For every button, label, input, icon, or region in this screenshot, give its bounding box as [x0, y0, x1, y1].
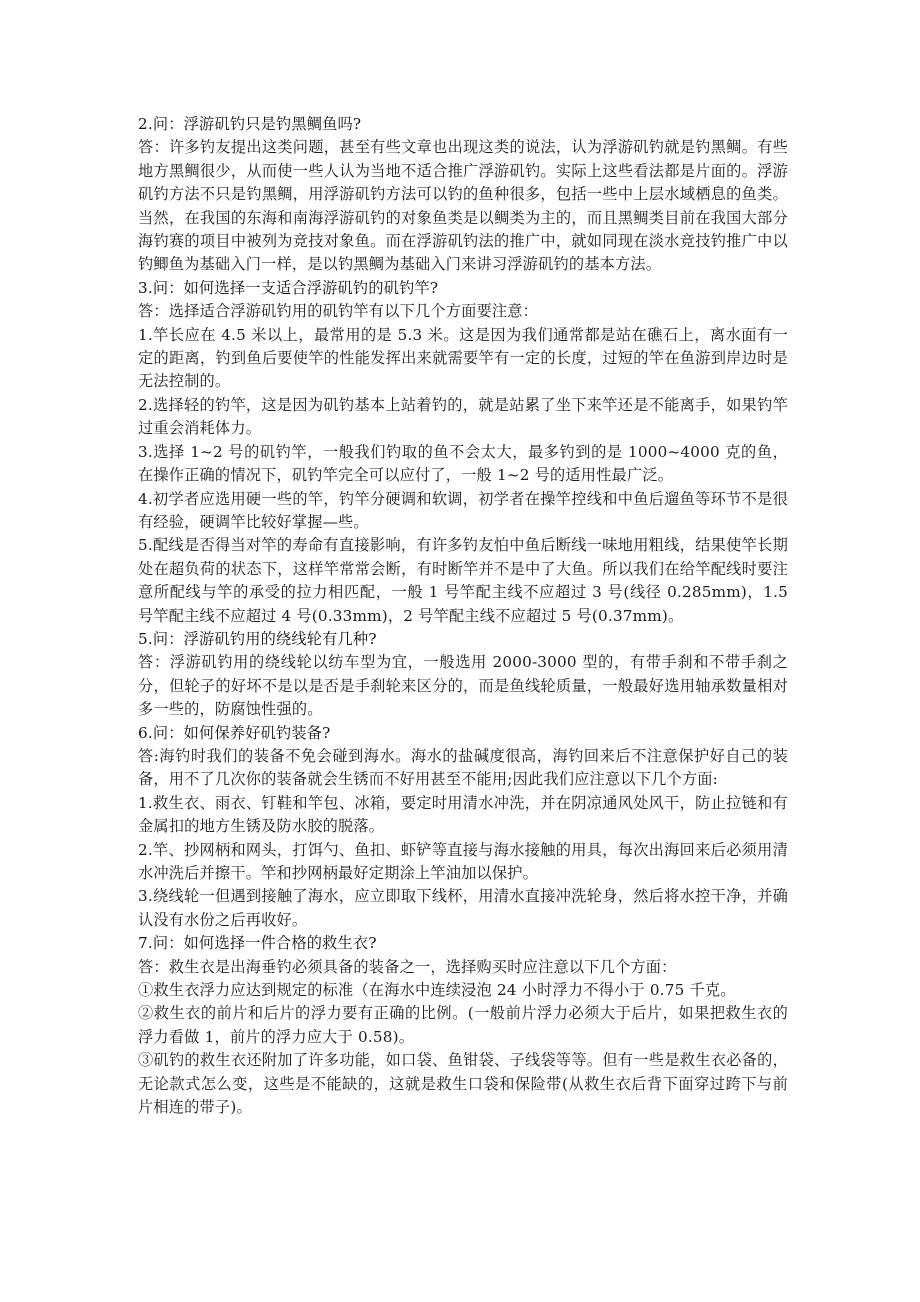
answer-7-point-3: ③矶钓的救生衣还附加了许多功能，如口袋、鱼钳袋、子线袋等等。但有一些是救生衣必备的，无论款式怎么变，这些是不能缺的，这就是救生口袋和保险带(从救生衣后背下面穿过跨下与前片相连的带子)。: [138, 1051, 788, 1117]
question-5: 5.问：浮游矶钓用的绕线轮有几种?: [138, 629, 377, 648]
document-body: [138, 113, 788, 1119]
answer-2: 答：许多钓友提出这类问题，甚至有些文章也出现这类的说法，认为浮游矶钓就是钓黑鲷。有些地方黑鲷很少，从而使一些人认为当地不适合推广浮游矶钓。实际上这些看法都是片面的。浮游矶钓方法不只是钓黑鲷，用浮游矶钓方法可以钓的鱼种很多，包括一些中上层水域栖息的鱼类。当然，在我国的东海和南海浮游矶钓的对象鱼类是以鲷类为主的，而且黑鲷类目前在我国大部分海钓赛的项目中被列为竞技对象鱼。而在浮游矶钓法的推广中，就如同现在淡水竞技钓推广中以钓鲫鱼为基础入门一样，是以钓黑鲷为基础入门来讲习浮游矶钓的基本方法。: [138, 138, 788, 274]
question-6: 6.问：如何保养好矶钓装备?: [138, 723, 331, 742]
answer-3-point-4: 4.初学者应选用硬一些的竿，钓竿分硬调和软调，初学者在操竿控线和中鱼后遛鱼等环节不是很有经验，硬调竿比较好掌握—些。: [138, 489, 788, 531]
answer-6-point-3: 3.绕线轮一但遇到接触了海水，应立即取下线杯，用清水直接冲洗轮身，然后将水控干净，并确认没有水份之后再收好。: [138, 887, 788, 929]
answer-7-point-2: ②救生衣的前片和后片的浮力要有正确的比例。(一般前片浮力必须大于后片，如果把救生衣的浮力看做 1，前片的浮力应大于 0.58)。: [138, 1004, 788, 1046]
question-2: 2.问：浮游矶钓只是钓黑鲷鱼吗?: [138, 115, 362, 133]
answer-5: 答：浮游矶钓用的绕线轮以纺车型为宜，一般选用 2000-3000 型的，有带手刹和不带手刹之分，但轮子的好坏不是以是否是手刹轮来区分的，而是鱼线轮质量，一般最好选用轴承数量相对多一些的，防腐蚀性强的。: [138, 653, 788, 719]
answer-3-point-3: 3.选择 1~2 号的矶钓竿，一般我们钓取的鱼不会太大，最多钓到的是 1000~4000 克的鱼，在操作正确的情况下，矶钓竿完全可以应付了，一般 1~2 号的适用性最广泛。: [138, 442, 788, 485]
question-3: 3.问：如何选择一支适合浮游矶钓的矶钓竿?: [138, 278, 439, 297]
question-7: 7.问：如何选择一件合格的救生衣?: [138, 934, 377, 953]
answer-6-intro: 答:海钓时我们的装备不免会碰到海水。海水的盐碱度很高，海钓回来后不注意保护好自己的装备，用不了几次你的装备就会生锈而不好用甚至不能用;因此我们应注意以下几个方面:: [138, 746, 788, 789]
answer-7-intro: 答：救生衣是出海垂钓必须具备的装备之一，选择购买时应注意以下几个方面：: [138, 957, 677, 976]
answer-6-point-1: 1.救生衣、雨衣、钉鞋和竿包、冰箱，要定时用清水冲洗，并在阴凉通风处风干，防止拉链和有金属扣的地方生锈及防水胶的脱落。: [138, 793, 788, 836]
answer-7-point-1: ①救生衣浮力应达到规定的标准（在海水中连续浸泡 24 小时浮力不得小于 0.75 千克。: [138, 981, 736, 1000]
answer-3-point-1: 1.竿长应在 4.5 米以上，最常用的是 5.3 米。这是因为我们通常都是站在礁石上，离水面有一定的距离，钓到鱼后要使竿的性能发挥出来就需要竿有一定的长度，过短的竿在鱼游到岸边时是无法控制的。: [138, 325, 788, 391]
answer-6-point-2: 2.竿、抄网柄和网头，打饵勺、鱼扣、虾铲等直接与海水接触的用具，每次出海回来后必须用清水冲洗后并擦干。竿和抄网柄最好定期涂上竿油加以保护。: [138, 840, 788, 882]
answer-3-point-5: 5.配线是否得当对竿的寿命有直接影响，有许多钓友怕中鱼后断线一味地用粗线，结果使竿长期处在超负荷的状态下，这样竿常常会断，有时断竿并不是中了大鱼。所以我们在给竿配线时要注意所配线与竿的承受的拉力相匹配，一般 1 号竿配主线不应超过 3 号(线径 0.285mm)，1.5 号竿配主线不应超过 4 号(0.33mm)，2 号竿配主线不应超过 5 号(0.37mm)。: [138, 536, 788, 625]
answer-3-intro: 答：选择适合浮游矶钓用的矶钓竿有以下几个方面要注意：: [138, 302, 539, 321]
answer-3-point-2: 2.选择轻的钓竿，这是因为矶钓基本上站着钓的，就是站累了坐下来竿还是不能离手，如果钓竿过重会消耗体力。: [138, 395, 788, 438]
